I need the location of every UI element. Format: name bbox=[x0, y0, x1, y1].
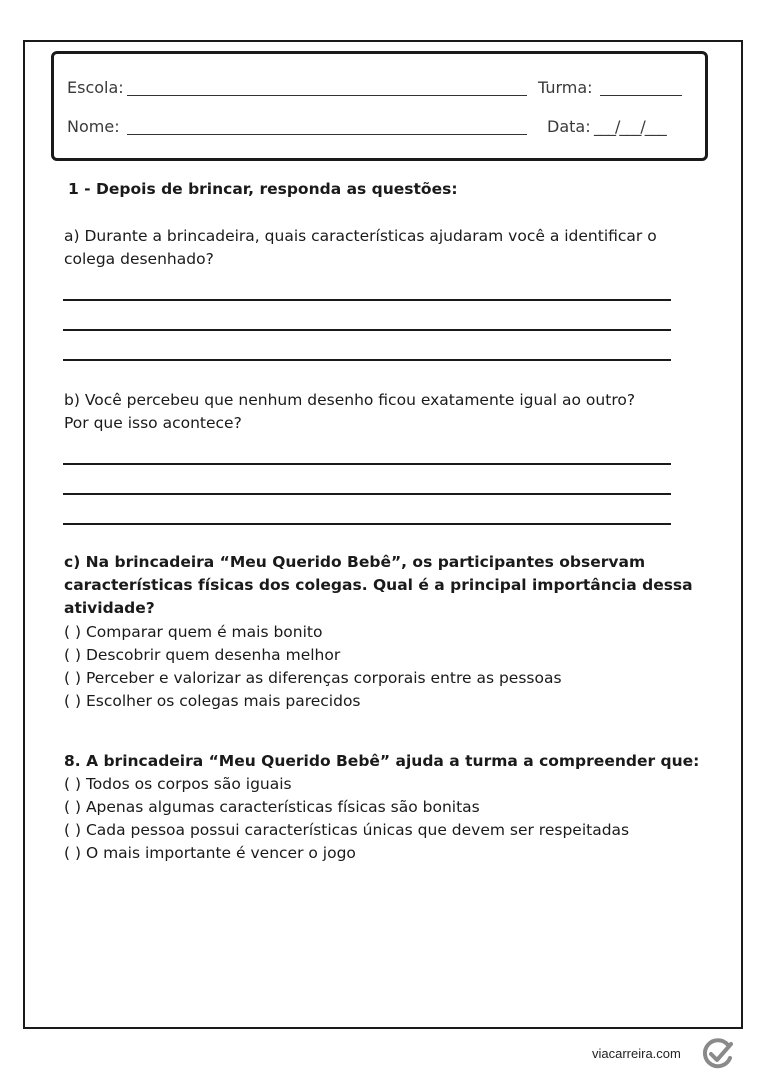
class-label: Turma: bbox=[538, 78, 593, 97]
class-field[interactable] bbox=[600, 95, 682, 96]
school-field[interactable] bbox=[127, 95, 527, 96]
question-c-line1: c) Na brincadeira “Meu Querido Bebê”, os participantes observam bbox=[64, 553, 646, 571]
question-a-line2: colega desenhado? bbox=[64, 250, 214, 268]
name-label: Nome: bbox=[67, 117, 120, 136]
option-8-4[interactable]: ( ) O mais importante é vencer o jogo bbox=[64, 844, 356, 862]
question-a-line1: a) Durante a brincadeira, quais características ajudaram você a identificar o bbox=[64, 227, 657, 245]
header-box bbox=[51, 51, 708, 161]
checkmark-circle-icon bbox=[700, 1036, 736, 1072]
option-c-1[interactable]: ( ) Comparar quem é mais bonito bbox=[64, 623, 323, 641]
question-1-title: 1 - Depois de brincar, responda as questões: bbox=[68, 180, 458, 198]
answer-line[interactable] bbox=[63, 359, 671, 361]
option-8-1[interactable]: ( ) Todos os corpos são iguais bbox=[64, 775, 292, 793]
option-c-2[interactable]: ( ) Descobrir quem desenha melhor bbox=[64, 646, 341, 664]
date-label: Data: bbox=[547, 117, 591, 136]
question-8-title: 8. A brincadeira “Meu Querido Bebê” ajuda a turma a compreender que: bbox=[64, 752, 700, 770]
name-field[interactable] bbox=[127, 134, 527, 135]
option-8-2[interactable]: ( ) Apenas algumas características físicas são bonitas bbox=[64, 798, 480, 816]
answer-line[interactable] bbox=[63, 493, 671, 495]
question-b-line1: b) Você percebeu que nenhum desenho ficou exatamente igual ao outro? bbox=[64, 391, 636, 409]
option-8-3[interactable]: ( ) Cada pessoa possui características únicas que devem ser respeitadas bbox=[64, 821, 630, 839]
answer-line[interactable] bbox=[63, 523, 671, 525]
answer-line[interactable] bbox=[63, 463, 671, 465]
answer-line[interactable] bbox=[63, 299, 671, 301]
option-c-3[interactable]: ( ) Perceber e valorizar as diferenças corporais entre as pessoas bbox=[64, 669, 562, 687]
question-b-line2: Por que isso acontece? bbox=[64, 414, 242, 432]
footer-site[interactable]: viacarreira.com bbox=[592, 1046, 681, 1061]
date-field[interactable]: ___/___/___ bbox=[594, 117, 666, 136]
school-label: Escola: bbox=[67, 78, 124, 97]
option-c-4[interactable]: ( ) Escolher os colegas mais parecidos bbox=[64, 692, 361, 710]
question-c-line2: características físicas dos colegas. Qual é a principal importância dessa bbox=[64, 576, 693, 594]
question-c-line3: atividade? bbox=[64, 599, 155, 617]
answer-line[interactable] bbox=[63, 329, 671, 331]
